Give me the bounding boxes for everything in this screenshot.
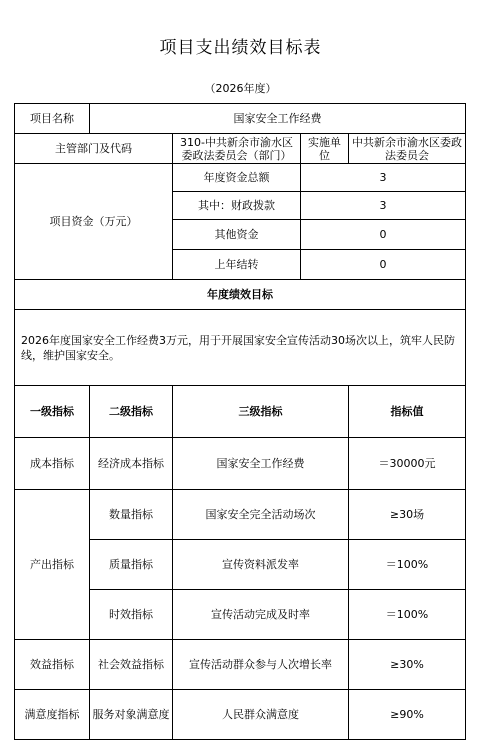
output-value: ＝100% bbox=[349, 590, 466, 640]
header-level1: 一级指标 bbox=[15, 386, 90, 438]
funds-label: 项目资金（万元） bbox=[15, 164, 173, 280]
annual-goal-text: 2026年度国家安全工作经费3万元，用于开展国家安全宣传活动30场次以上，筑牢人民防线，维护国家安全。 bbox=[15, 310, 466, 386]
output-level3: 宣传活动完成及时率 bbox=[173, 590, 349, 640]
funds-row-label: 年度资金总额 bbox=[173, 164, 301, 192]
cost-level3: 国家安全工作经费 bbox=[173, 438, 349, 490]
output-value: ＝100% bbox=[349, 540, 466, 590]
output-value: ≥30场 bbox=[349, 490, 466, 540]
satisfaction-level1: 满意度指标 bbox=[15, 690, 90, 740]
header-level3: 三级指标 bbox=[173, 386, 349, 438]
satisfaction-level2: 服务对象满意度 bbox=[90, 690, 173, 740]
funds-row-label: 上年结转 bbox=[173, 250, 301, 280]
cost-level1: 成本指标 bbox=[15, 438, 90, 490]
cost-level2: 经济成本指标 bbox=[90, 438, 173, 490]
funds-row-label: 其中：财政拨款 bbox=[173, 192, 301, 220]
satisfaction-level3: 人民群众满意度 bbox=[173, 690, 349, 740]
output-level2: 数量指标 bbox=[90, 490, 173, 540]
dept-value: 310-中共新余市渝水区委政法委员会（部门） bbox=[173, 134, 301, 164]
project-name-value: 国家安全工作经费 bbox=[90, 104, 466, 134]
output-level3: 宣传资料派发率 bbox=[173, 540, 349, 590]
header-value: 指标值 bbox=[349, 386, 466, 438]
funds-row-value: 3 bbox=[301, 164, 466, 192]
cost-value: ＝30000元 bbox=[349, 438, 466, 490]
funds-row-value: 3 bbox=[301, 192, 466, 220]
output-level1: 产出指标 bbox=[15, 490, 90, 640]
benefit-value: ≥30% bbox=[349, 640, 466, 690]
funds-row-value: 0 bbox=[301, 220, 466, 250]
header-level2: 二级指标 bbox=[90, 386, 173, 438]
annual-goal-header: 年度绩效目标 bbox=[15, 280, 466, 310]
performance-table bbox=[14, 103, 466, 740]
project-name-label: 项目名称 bbox=[15, 104, 90, 134]
output-level2: 时效指标 bbox=[90, 590, 173, 640]
benefit-level2: 社会效益指标 bbox=[90, 640, 173, 690]
funds-row-label: 其他资金 bbox=[173, 220, 301, 250]
funds-row-value: 0 bbox=[301, 250, 466, 280]
fiscal-year: （2026年度） bbox=[204, 82, 277, 95]
page-title: 项目支出绩效目标表 bbox=[159, 38, 322, 58]
benefit-level1: 效益指标 bbox=[15, 640, 90, 690]
benefit-level3: 宣传活动群众参与人次增长率 bbox=[173, 640, 349, 690]
dept-label: 主管部门及代码 bbox=[15, 134, 173, 164]
impl-value: 中共新余市渝水区委政法委员会 bbox=[349, 134, 466, 164]
output-level2: 质量指标 bbox=[90, 540, 173, 590]
impl-label: 实施单位 bbox=[301, 134, 349, 164]
satisfaction-value: ≥90% bbox=[349, 690, 466, 740]
output-level3: 国家安全完全活动场次 bbox=[173, 490, 349, 540]
